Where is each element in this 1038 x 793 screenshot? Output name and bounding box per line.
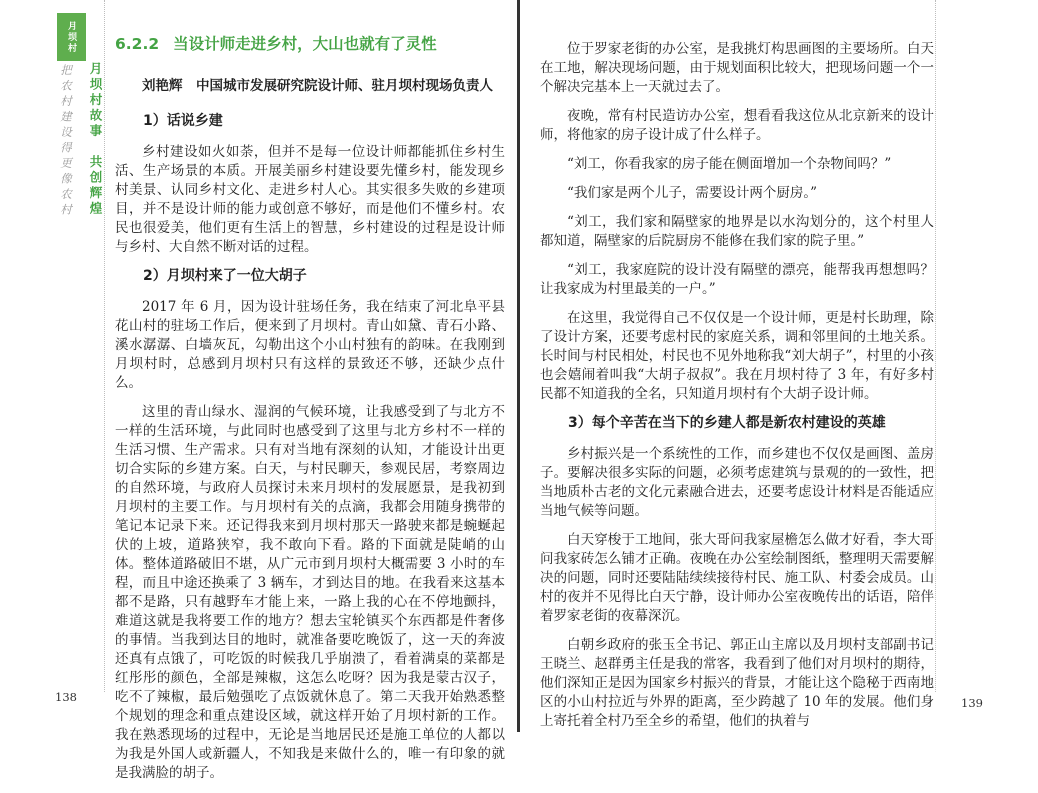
section-number: 6.2.2 (115, 35, 160, 53)
paragraph: 这里的青山绿水、湿润的气候环境，让我感受到了与北方不一样的生活环境，与此同时也感受到了这里与北方乡村不一样的生活习惯、生产需求。只有对当地有深刻的认知，才能设计出更切合实际的乡建方案。白天，与村民聊天，参观民居，考察周边的自然环境，与政府人员探讨未来月坝村的发展愿景，是我初到月坝村的主要工作。与月坝村有关的点滴，我都会用随身携带的笔记本记录下来。还记得我来到月坝村那天一路驶来都是蜿蜒起伏的上坡，道路狭窄，我不敢向下看。路的下面就是陡峭的山体。整体道路破旧不堪，从广元市到月坝村大概需要 3 小时的车程，而且中途还换乘了 3 辆车，才到达目的地。在我看来这基本都不是路，只有越野车才能上来，一路上我的心在不停地颤抖，难道这就是我将要工作的地方？想去宝轮镇买个东西都是件奢侈的事情。当我到达目的地时，就准备要吃晚饭了，这一天的奔波还真有点饿了，可吃饭的时候我几乎崩溃了，看着满桌的菜都是红彤彤的颜色，全部是辣椒，这怎么吃呀？因为我是蒙古汉子，吃不了辣椒，最后勉强吃了点饭就休息了。第二天我开始熟悉整个规划的理念和重点建设区域，就这样开始了月坝村新的工作。我在熟悉现场的过程中，无论是当地居民还是施工单位的人都以为我是外国人或新疆人，不知我是来做什么的，唯一有印象的就是我满脸的胡子。 (115, 404, 505, 781)
section-title: 当设计师走进乡村，大山也就有了灵性 (173, 35, 437, 53)
series-slogan-vertical: 把农村建设得更像农村 (59, 64, 73, 219)
page-number-left: 138 (55, 690, 77, 704)
page-number-right: 139 (961, 696, 983, 710)
paragraph: 乡村振兴是一个系统性的工作，而乡建也不仅仅是画图、盖房子。要解决很多实际的问题，必须考虑建筑与景观的的一致性，把当地质朴古老的文化元素融合进去，还要考虑设计材料是否能适应当地气候等问题。 (540, 446, 934, 519)
crop-mark-left (104, 0, 105, 692)
subheading-2: 2）月坝村来了一位大胡子 (143, 268, 307, 284)
page-divider (517, 0, 520, 732)
quote-paragraph: “我们家是两个儿子，需要设计两个厨房。” (567, 185, 818, 201)
quote-paragraph: “刘工，我们家和隔壁家的地界是以水沟划分的，这个村里人都知道，隔壁家的后院厨房不能修在我们家的院子里。” (540, 214, 934, 249)
left-page (115, 34, 505, 793)
paragraph: 位于罗家老街的办公室，是我挑灯构思画图的主要场所。白天在工地，解决现场问题，由于规划面积比较大，把现场问题一个一个解决完基本上一天就过去了。 (540, 41, 934, 95)
quote-paragraph: “刘工，你看我家的房子能在侧面增加一个杂物间吗？” (567, 156, 892, 172)
paragraph: 夜晚，常有村民造访办公室，想看看我这位从北京新来的设计师，将他家的房子设计成了什么样子。 (540, 108, 934, 143)
chapter-tab-label: 月坝村 (66, 20, 76, 54)
paragraph: 在这里，我觉得自己不仅仅是一个设计师，更是村长助理，除了设计方案，还要考虑村民的家庭关系，调和邻里间的土地关系。长时间与村民相处，村民也不见外地称我“刘大胡子”，村里的小孩也会嬉闹着叫我“大胡子叔叔”。我在月坝村待了 3 年，有好多村民都不知道我的全名，只知道月坝村有个大胡子设计师。 (540, 310, 934, 402)
section-heading (115, 34, 505, 55)
author-line: 刘艳辉 中国城市发展研究院设计师、驻月坝村现场负责人 (142, 78, 493, 94)
quote-paragraph: “刘工，我家庭院的设计没有隔壁的漂亮，能帮我再想想吗？让我家成为村里最美的一户。” (540, 262, 934, 297)
series-title-vertical: 月坝村故事 共创辉煌 (88, 62, 103, 217)
paragraph: 2017 年 6 月，因为设计驻场任务，我在结束了河北阜平县花山村的驻场工作后，便来到了月坝村。青山如黛、青石小路、溪水潺潺、白墙灰瓦，勾勒出这个小山村独有的韵味。在我刚到月坝村时，总感到月坝村只有这样的景致还不够，还缺少点什么。 (115, 299, 505, 391)
right-page (540, 40, 934, 741)
subheading-3: 3）每个辛苦在当下的乡建人都是新农村建设的英雄 (568, 415, 886, 431)
paragraph: 乡村建设如火如荼，但并不是每一位设计师都能抓住乡村生活、生产场景的本质。开展美丽乡村建设要先懂乡村，能发现乡村美景、认同乡村文化、走进乡村人心。其实很多失败的乡建项目，并不是设计师的能力或创意不够好，而是他们不懂乡村。农民也很爱美，他们更有生活上的智慧，乡村建设的过程是设计师与乡村、大自然不断对话的过程。 (115, 144, 505, 255)
crop-mark-right (935, 0, 936, 692)
subheading-1: 1）话说乡建 (143, 113, 223, 129)
chapter-tab (57, 13, 86, 61)
paragraph: 白天穿梭于工地间，张大哥问我家屋檐怎么做才好看，李大哥问我家砖怎么铺才正确。夜晚在办公室绘制图纸，整理明天需要解决的问题，同时还要陆陆续续接待村民、施工队、村委会成员。山村的夜并不见得比白天宁静，设计师办公室夜晚传出的话语，陪伴着罗家老街的夜幕深沉。 (540, 532, 934, 624)
paragraph: 白朝乡政府的张玉全书记、郭正山主席以及月坝村支部副书记王晓兰、赵群勇主任是我的常客，我看到了他们对月坝村的期待，他们深知正是因为国家乡村振兴的背景，才能让这个隐秘于西南地区的小山村拉近与外界的距离，至少跨越了 10 年的发展。他们身上寄托着全村乃至全乡的希望，他们的执着与 (540, 637, 934, 729)
